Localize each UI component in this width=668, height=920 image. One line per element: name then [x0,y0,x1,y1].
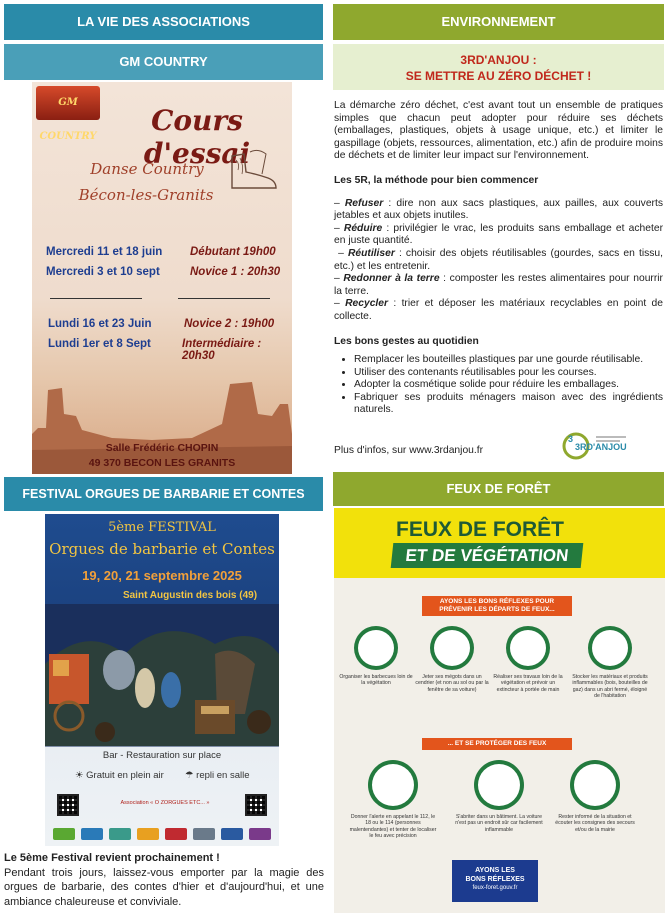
caption-barbecue: Organiser les barbecues loin de la végétation [339,674,413,687]
feux-poster-subtitle: ET DE VÉGÉTATION [391,543,584,568]
list-item: • Remplacer les bouteilles plastiques par une gourde réutilisable. [354,354,663,367]
festival-body: Pendant trois jours, laissez-vous emporter par la magie des orgues de barbarie, des contes d'hier et d'aujourd'hui, et une ambiance chaleureuse et conviviale. [4,866,324,908]
gm-country-title: GM COUNTRY [4,44,323,80]
env-subtitle-line2: SE METTRE AU ZÉRO DÉCHET ! [405,69,592,83]
badge-line2: BONS RÉFLEXES [465,876,525,883]
more-info-link[interactable]: Plus d'infos, sur www.3rdanjou.fr [334,445,484,456]
divider [50,298,142,299]
festival-description [4,851,324,909]
poster-subtitle-dance: Danse Country [90,160,204,178]
list-item: • Fabriquer ses produits ménagers maison avec des ingrédients naturels. [354,392,663,417]
venue-name: Salle Frédéric CHOPIN [105,442,219,454]
storage-icon [588,626,632,670]
divider [178,298,270,299]
sponsor-logo [193,828,215,840]
bar-restauration: Bar - Restauration sur place [102,750,222,761]
schedule-dates-3: Lundi 16 et 23 Juin [48,318,152,330]
sponsor-logo [221,828,243,840]
r-refuser-key: Refuser [344,197,384,209]
3rdanjou-logo [562,428,628,464]
r-reduire-text: : privilégier le vrac, les produits sans emballage et acheter en juste quantité. [334,222,663,247]
shelter-house-icon [474,760,524,810]
schedule-level-4: Intermédiaire : 20h30 [182,338,262,362]
festival-title: FESTIVAL ORGUES DE BARBARIE ET CONTES [4,477,323,511]
caption-shelter: S'abriter dans un bâtiment. La voiture n'est pas un endroit sûr car facilement inflammable [455,814,543,833]
qr-code-icon [57,794,79,816]
free-outdoor-label: Gratuit en plein air [86,770,164,781]
bons-reflexes-badge [452,860,538,902]
section-title-environnement: ENVIRONNEMENT [333,4,664,40]
r-recycler: – Recycler : trier et déposer les matériaux recyclables en point de collecte. [334,298,663,322]
env-subtitle-line1: 3RD'ANJOU : [460,53,537,67]
schedule-dates-1: Mercredi 11 et 18 juin [46,246,163,258]
r-reutiliser: – Réutiliser : choisir des objets réutilisables (gourdes, sacs en tissu, etc.) et les entretenir. [334,247,663,272]
r-redonner-key: Redonner à la terre [343,273,440,285]
indoor-fallback-label: repli en salle [196,770,250,781]
festival-name: Orgues de barbarie et Contes [49,540,275,558]
protect-tag: ... ET SE PROTÉGER DES FEUX [422,738,572,750]
qr-code-icon [245,794,267,816]
cigarette-icon [430,626,474,670]
r-reduire-key: Réduire [343,222,383,234]
barbecue-icon [354,626,398,670]
section-title-associations: LA VIE DES ASSOCIATIONS [4,4,323,40]
badge-line1: AYONS LES [475,867,515,874]
badge-url: feux-foret.gouv.fr [472,885,518,891]
caption-informed: Rester informé de la situation et écouter les consignes des secours et/ou de la mairie [555,814,635,833]
r-redonner-text: : composter les restes alimentaires pour nourrir la terre. [334,273,663,297]
festival-association: Association « O ZORGUES ETC... » [120,800,210,806]
section-title-feux: FEUX DE FORÊT [333,472,664,506]
schedule-level-2: Novice 1 : 20h30 [190,266,281,278]
free-outdoor [75,770,164,781]
phone-alert-icon [368,760,418,810]
schedule-level-3: Novice 2 : 19h00 [184,318,275,330]
festival-poster [45,514,279,846]
svg-text:3: 3 [568,434,574,444]
sponsor-logo [81,828,103,840]
r-refuser-text: : dire non aux sacs plastiques, aux pailles, aux couverts jetables et aux objets inutiles. [334,197,663,222]
festival-location: Saint Augustin des bois (49) [122,590,258,601]
heading-gestes: Les bons gestes au quotidien [334,335,479,347]
sponsor-logos [53,828,271,842]
poster-subtitle-town: Bécon-les-Granits [78,186,214,204]
heading-5r: Les 5R, la méthode pour bien commencer [334,174,539,186]
schedule-dates-2: Mercredi 3 et 10 sept [46,266,160,278]
works-icon [506,626,550,670]
list-item: • Utiliser des contenants réutilisables pour les courses. [354,367,663,380]
r-reutiliser-key: Réutiliser [347,247,395,259]
schedule-level-1: Débutant 19h00 [190,246,276,258]
r-recycler-key: Recycler [345,298,389,310]
feux-poster-title: FEUX DE FORÊT [396,518,565,541]
sponsor-logo [249,828,271,840]
gm-country-logo: GM COUNTRY [36,86,100,120]
sun-icon: ☀ [75,770,84,781]
list-item: • Adopter la cosmétique solide pour réduire les emballages. [354,379,663,392]
festival-illustration [45,604,279,746]
festival-dates: 19, 20, 21 septembre 2025 [82,568,242,583]
radio-icon [570,760,620,810]
gestes-list [354,354,663,417]
sponsor-logo [109,828,131,840]
festival-edition: 5ème FESTIVAL [108,520,216,535]
desert-mountains-illustration [32,354,292,474]
r-recycler-text: : trier et déposer les matériaux recyclables en point de collecte. [334,298,663,322]
r-redonner: – Redonner à la terre : composter les restes alimentaires pour nourrir la terre. [334,273,663,297]
indoor-fallback [185,770,250,781]
r-reutiliser-text: : choisir des objets réutilisables (gourdes, sacs en tissu, etc.) et les entretenir. [334,247,663,272]
sponsor-logo [53,828,75,840]
r-reduire: – Réduire : privilégier le vrac, les produits sans emballage et acheter en juste quantité. [334,222,663,247]
prevent-tag-line1: AYONS LES BONS RÉFLEXES POUR [439,598,555,605]
feux-foret-poster [334,508,665,913]
r-refuser: – Refuser : dire non aux sacs plastiques, aux pailles, aux couverts jetables et aux objets inutiles. [334,197,663,222]
cowboy-boot-icon [222,144,282,194]
sponsor-logo [137,828,159,840]
prevent-tag [422,596,572,616]
env-intro: La démarche zéro déchet, c'est avant tout un ensemble de pratiques simples que chacun peut adopter pour réduire ses déchets (emballages, plastiques, objets à usage unique, etc.) et limiter le gaspillage (objets, ressources, alimentation, etc.) afin de produire moins de déchets et de limiter leur impact sur l'environnement. [334,100,663,162]
caption-storage: Stocker les matériaux et produits inflammables (bois, bouteilles de gaz) dans un abri fermé, éloigné de l'habitation [572,674,648,700]
umbrella-icon: ☂ [185,770,194,781]
svg-text:3RD'ANJOU: 3RD'ANJOU [575,442,627,452]
caption-cigarette: Jeter ses mégots dans un cendrier (et non au sol ou par la fenêtre de sa voiture) [415,674,489,693]
prevent-tag-line2: PRÉVENIR LES DÉPARTS DE FEUX... [439,606,555,613]
poster-title: Cours d'essai [143,104,251,170]
cours-essai-poster [32,82,292,474]
festival-lead: Le 5ème Festival revient prochainement ! [4,852,220,864]
venue-address: 49 370 BECON LES GRANITS [88,457,236,469]
caption-alert: Donner l'alerte en appelant le 112, le 18 ou le 114 (personnes malentendantes) et tenter de localiser le feu avec précision [349,814,437,840]
caption-works: Réaliser ses travaux loin de la végétation et prévoir un extincteur à portée de main [493,674,563,693]
schedule-dates-4: Lundi 1er et 8 Sept [48,338,151,350]
env-article [334,100,663,417]
env-subtitle [333,44,664,90]
sponsor-logo [165,828,187,840]
